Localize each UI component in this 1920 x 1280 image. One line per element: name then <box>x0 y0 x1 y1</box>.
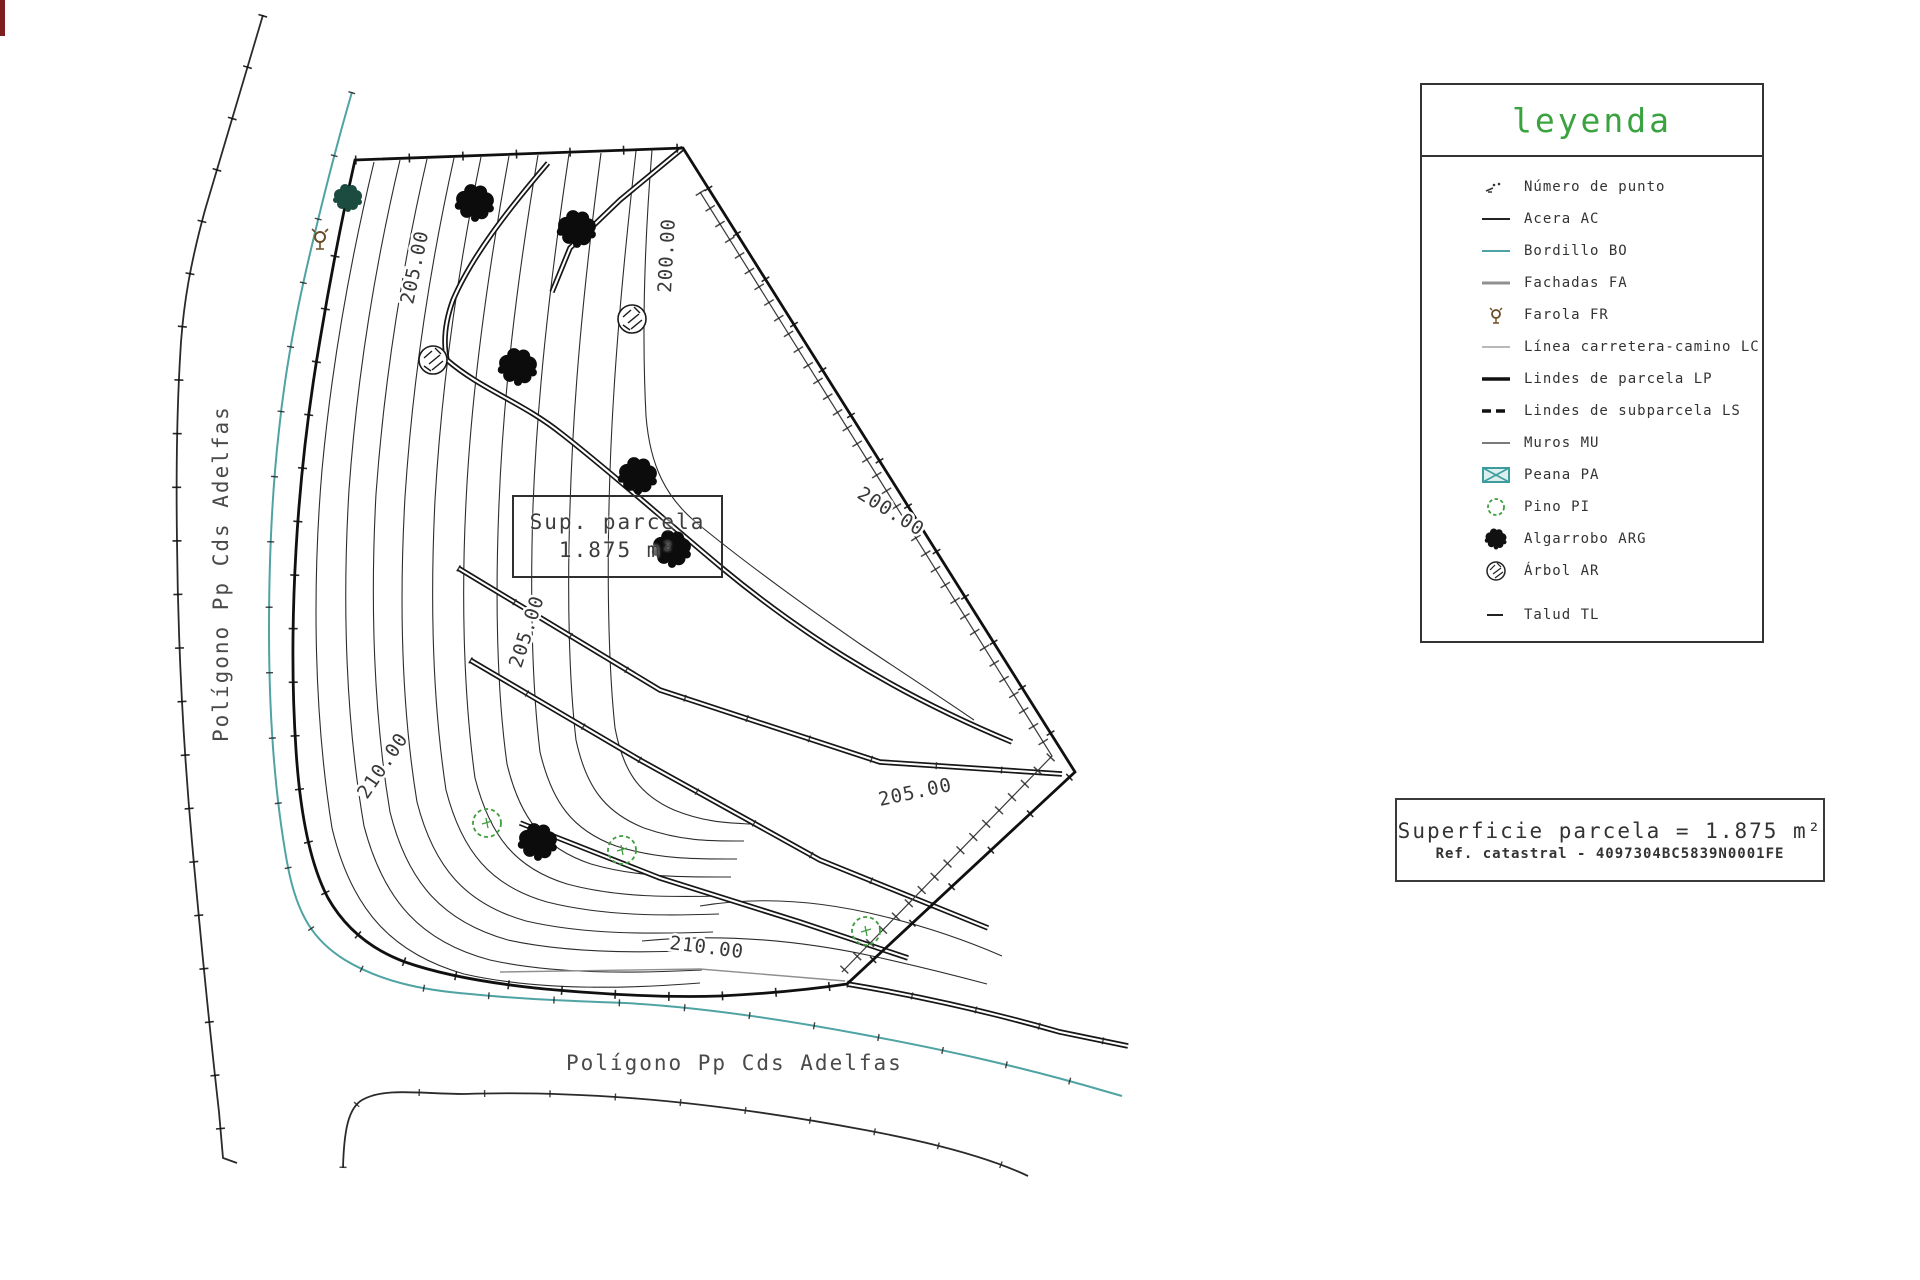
legend-panel <box>1420 83 1764 643</box>
legend-item <box>1478 459 1756 491</box>
line-fachada-icon <box>1478 272 1514 294</box>
point-number-icon <box>1478 176 1514 198</box>
arbol-tree-symbol <box>419 346 447 374</box>
road-right-double <box>847 984 1128 1046</box>
line-parcela-icon <box>1478 368 1514 390</box>
line-camino-icon <box>1478 336 1514 358</box>
info-box <box>1395 798 1825 882</box>
contour-label: 205.00 <box>396 228 434 307</box>
legend-item-label: Acera AC <box>1524 211 1600 227</box>
legend-item-label: Árbol AR <box>1524 563 1600 579</box>
algarrobo-tree-symbol <box>618 457 657 495</box>
parcel-annotation-line1: Sup. parcela <box>529 510 706 535</box>
legend-item <box>1478 427 1756 459</box>
contour-label: 205.00 <box>504 592 549 671</box>
legend-item <box>1478 395 1756 427</box>
algarrobo-icon <box>1478 528 1514 550</box>
talud-icon <box>1478 604 1514 626</box>
algarrobo-tree-symbol <box>455 184 494 222</box>
legend-item-label: Peana PA <box>1524 467 1600 483</box>
legend-item-label: Número de punto <box>1524 179 1666 195</box>
legend-items <box>1422 157 1762 631</box>
legend-item <box>1478 555 1756 587</box>
farola-icon <box>1478 304 1514 326</box>
talud-slope <box>700 192 1052 972</box>
contour-label: 205.00 <box>876 773 955 811</box>
legend-item <box>1478 267 1756 299</box>
legend-item-label: Farola FR <box>1524 307 1609 323</box>
legend-item-label: Talud TL <box>1524 607 1600 623</box>
line-bordillo-icon <box>1478 240 1514 262</box>
legend-item <box>1478 491 1756 523</box>
street-label-bottom: Polígono Pp Cds Adelfas <box>566 1051 903 1075</box>
road-bottom-camino <box>343 1092 1028 1176</box>
algarrobo-tree-symbol <box>498 348 537 386</box>
legend-item-label: Muros MU <box>1524 435 1600 451</box>
parcel-annotation-line2: 1.875 m² <box>558 537 677 562</box>
legend-item <box>1478 171 1756 203</box>
legend-item-label: Lindes de parcela LP <box>1524 371 1713 387</box>
legend-item <box>1478 523 1756 555</box>
arbol-icon <box>1478 560 1514 582</box>
line-subparcela-icon <box>1478 400 1514 422</box>
line-acera-icon <box>1478 208 1514 230</box>
arbol-tree-symbol <box>618 305 646 333</box>
legend-item-label: Línea carretera-camino LC <box>1524 339 1760 355</box>
legend-item-label: Lindes de subparcela LS <box>1524 403 1741 419</box>
legend-item <box>1478 331 1760 363</box>
legend-item <box>1478 599 1756 631</box>
algarrobo-tree-symbol <box>518 823 557 861</box>
cadastral-text: Ref. catastral - 4097304BC5839N0001FE <box>1435 845 1785 862</box>
legend-title: leyenda <box>1422 85 1762 157</box>
line-muros-icon <box>1478 432 1514 454</box>
legend-item-label: Pino PI <box>1524 499 1591 515</box>
contour-label: 210.00 <box>352 728 413 803</box>
legend-item-label: Bordillo BO <box>1524 243 1628 259</box>
legend-item <box>1478 299 1756 331</box>
conifer-tree-symbol <box>333 184 362 212</box>
surface-text: Superficie parcela = 1.875 m² <box>1397 818 1823 843</box>
legend-item <box>1478 363 1756 395</box>
legend-item-label: Fachadas FA <box>1524 275 1628 291</box>
contour-label: 200.00 <box>654 217 680 294</box>
contour-label: 210.00 <box>668 932 746 964</box>
farola-tree-symbol <box>312 229 328 249</box>
legend-item-label: Algarrobo ARG <box>1524 531 1647 547</box>
contour-label: 200.00 <box>853 482 929 541</box>
legend-item <box>1478 203 1756 235</box>
legend-item <box>1478 235 1756 267</box>
street-label-left: Polígono Pp Cds Adelfas <box>209 405 233 742</box>
peana-icon <box>1478 464 1514 486</box>
parcel-annotation-box <box>512 495 723 578</box>
pino-icon <box>1478 496 1514 518</box>
